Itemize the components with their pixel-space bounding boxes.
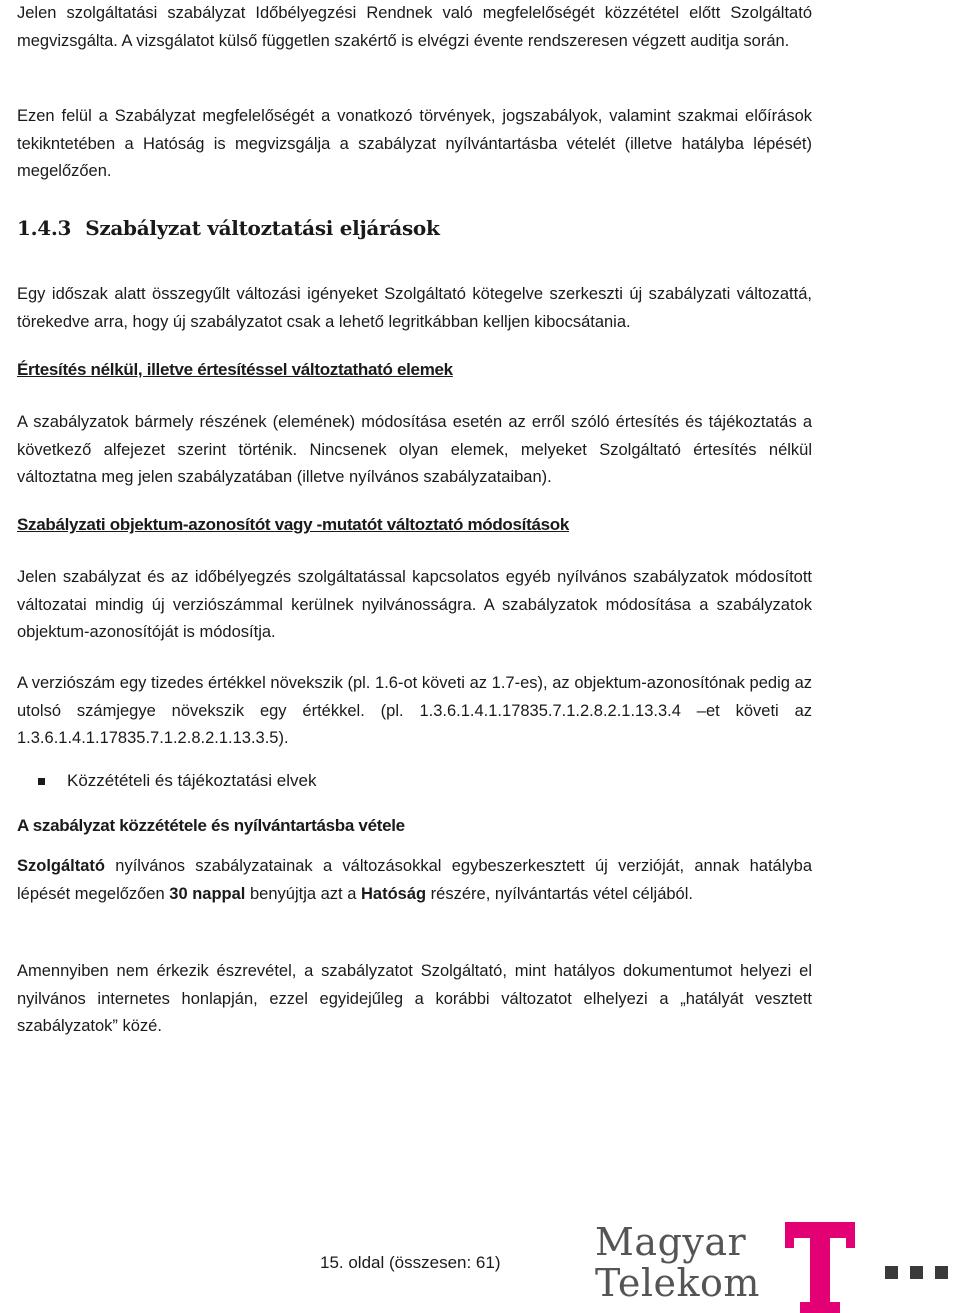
paragraph-validation: Jelen szolgáltatási szabályzat Időbélyegzési Rendnek való megfelelőségét közzététel előtt Szolgáltató megvizsgálta. A vizsgálatot külső független szakértő is elvégzi évente rendszeresen végzett auditja során. xyxy=(17,4,812,50)
bullet-publication-principles xyxy=(38,771,316,791)
provider-term: Szolgáltató xyxy=(17,857,106,875)
page-number: 15. oldal (összesen: 61) xyxy=(320,1253,501,1272)
square-bullet-icon xyxy=(38,778,45,785)
subheading-publication-registration: A szabályzat közzététele és nyílvántartásba vétele xyxy=(17,816,405,835)
subheading-object-identifier: Szabályzati objektum-azonosítót vagy -mutatót változtató módosítások xyxy=(17,515,570,534)
telekom-t-icon xyxy=(785,1222,960,1313)
bullet-label: Közzétételi és tájékoztatási elvek xyxy=(67,771,317,790)
submission-text-3: részére, nyílvántartás vétel céljából. xyxy=(426,884,693,903)
paragraph-submission xyxy=(17,853,812,908)
authority-term: Hatóság xyxy=(360,884,427,903)
section-title: Szabályzat változtatási eljárások xyxy=(85,216,440,240)
paragraph-batch-changes: Egy időszak alatt összegyűlt változási igényeket Szolgáltató kötegelve szerkeszti új szabályzati változattá, törekedve arra, hogy új szabályzatot csak a lehető legritkábban kelljen kibocsátania. xyxy=(17,285,812,331)
submission-text-1: nyílvános szabályzatainak a változásokkal egybeszerkesztett új verzióját, annak hatályba lépését megelőzően xyxy=(17,857,812,903)
submission-text-2: benyújtja azt a xyxy=(245,884,361,903)
logo-line-telekom: Telekom xyxy=(595,1261,760,1305)
paragraph-modification-notice: A szabályzatok bármely részének (elemének) módosítása esetén az erről szóló értesítés és tájékoztatás a következő alfejezet szerint történik. Nincsenek olyan elemek, melyeket Szolgáltató értesítés nélkül változtatna meg jelen szabályzatában (illetve nyílvános szabályzataiban). xyxy=(17,413,812,486)
subheading-notification-elements: Értesítés nélkül, illetve értesítéssel változtatható elemek xyxy=(17,360,453,379)
paragraph-no-objection: Amennyiben nem érkezik észrevétel, a szabályzatot Szolgáltató, mint hatályos dokumentumot helyezi el nyilvános internetes honlapján, ezzel egyidejűleg a korábbi változatot elhelyezi a „hatályát vesztett szabályzatok” közé. xyxy=(17,962,812,1035)
magyar-telekom-logo xyxy=(595,1222,960,1313)
section-heading xyxy=(17,216,440,240)
days-term: 30 nappal xyxy=(169,884,246,903)
paragraph-version-increment: A verziószám egy tizedes értékkel növekszik (pl. 1.6-ot követi az 1.7-es), az objektum-azonosítónak pedig az utolsó számjegye növekszik egy értékkel. (pl. 1.3.6.1.4.1.17835.7.1.2.8.2.1.13.3.4 –et követi az 1.3.6.1.4.1.17835.7.1.2.8.2.1.13.3.5). xyxy=(17,674,812,747)
paragraph-version-numbers: Jelen szabályzat és az időbélyegzés szolgáltatással kapcsolatos egyéb nyílvános szabályzatok módosított változatai mindig új verziószámmal kerülnek nyilvánosságra. A szabályzatok módosítása a szabályzatok objektum-azonosítóját is módosítja. xyxy=(17,568,812,641)
logo-line-magyar: Magyar xyxy=(595,1220,747,1264)
paragraph-authority-review: Ezen felül a Szabályzat megfelelőségét a vonatkozó törvények, jogszabályok, valamint szakmai előírások tekikntetében a Hatóság is megvizsgálja a szabályzat nyílvántartásba vételét (illetve hatályba lépését) megelőzően. xyxy=(17,107,812,180)
logo-wordmark xyxy=(595,1222,760,1304)
section-number: 1.4.3 xyxy=(17,216,72,240)
